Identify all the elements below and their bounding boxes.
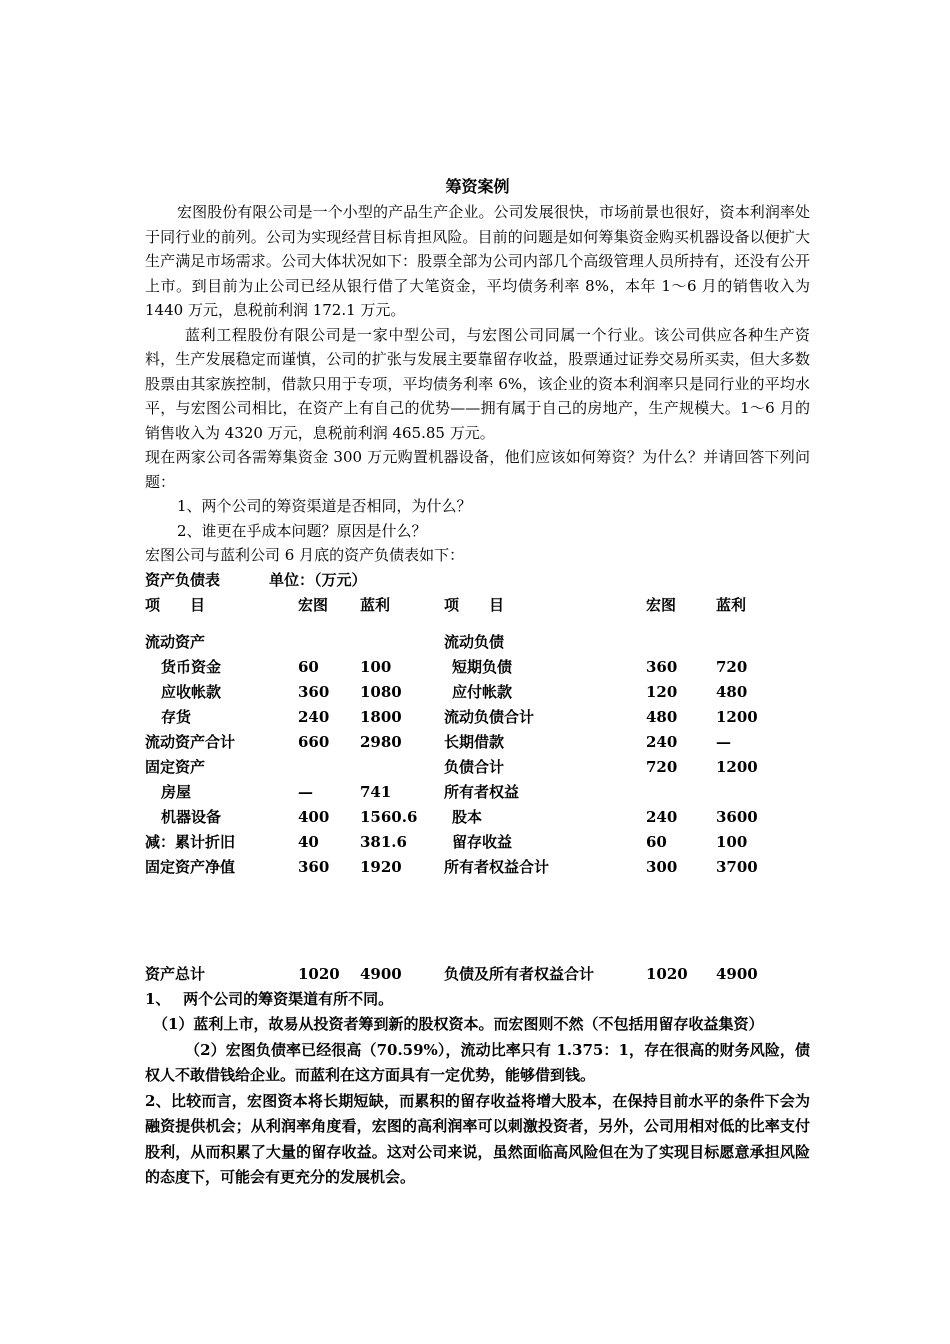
cell [298,630,360,655]
cell: 减：累计折旧 [145,832,236,851]
cell: 流动负债合计 [444,707,535,726]
cell: 400 [298,807,330,826]
cell: 所有者权益 [444,782,520,801]
cell: 300 [646,857,678,876]
table-header-row [145,593,810,618]
balance-sheet-table [145,593,810,987]
answer-1-1: （1）蓝利上市，故易从投资者筹到新的股权资本。而宏图则不然（不包括用留存收益集资） [153,1015,764,1033]
balance-sheet-heading [145,568,810,593]
cell: 1080 [360,682,402,701]
cell: 1560.6 [360,807,418,826]
document-title: 筹资案例 [445,177,510,196]
cell: 1020 [646,964,688,983]
cell: 1800 [360,707,402,726]
cell: 120 [646,682,678,701]
table-total-row [145,962,810,987]
cell: 存货 [161,707,192,726]
cell: 720 [716,657,748,676]
cell: — [298,782,313,801]
table-row [145,630,810,655]
cell: 40 [298,832,319,851]
cell: 720 [646,757,678,776]
cell: 负债合计 [444,757,505,776]
cell: — [716,732,731,751]
balance-sheet-title: 资产负债表 [145,570,221,589]
cell [646,780,716,805]
cell: 1020 [298,964,340,983]
cell: 240 [298,707,330,726]
cell: 长期借款 [444,732,505,751]
cell: 1920 [360,857,402,876]
header-cell: 项 目 [145,595,206,614]
cell: 60 [298,657,319,676]
cell: 流动负债 [444,632,505,651]
header-cell: 宏图 [298,595,329,614]
cell: 应付帐款 [452,682,513,701]
balance-sheet-unit: 单位：（万元） [269,570,367,589]
answer-1-2: （2）宏图负债率已经很高（70.59%），流动比率只有 1.375：1，存在很高的财务风险，债权人不敢借钱给企业。而蓝利在这方面具有一定优势，能够借到钱。 [145,1040,810,1084]
table-row [145,830,810,855]
cell: 所有者权益合计 [444,857,550,876]
cell: 流动资产 [145,632,206,651]
cell: 1200 [716,707,758,726]
cell: 1200 [716,757,758,776]
cell: 240 [646,732,678,751]
cell: 100 [360,657,392,676]
cell: 固定资产净值 [145,857,236,876]
cell: 机器设备 [161,807,222,826]
table-row [145,805,810,830]
table-row [145,855,810,880]
cell: 3700 [716,857,758,876]
paragraph-question-intro: 现在两家公司各需筹集资金 300 万元购置机器设备，他们应该如何筹资？为什么？并请回答下列问题： [145,448,810,491]
answer-2: 2、比较而言，宏图资本将长期短缺，而累积的留存收益将增大股本，在保持目前水平的条件下会为融资提供机会；从利润率角度看，宏图的高利润率可以刺激投资者，另外，公司用相对低的比率支付股利，从而积累了大量的留存收益。这对公司来说，虽然面临高风险但在为了实现目标愿意承担风险的态度下，可能会有更充分的发展机会。 [145,1091,810,1186]
cell: 4900 [716,964,758,983]
cell: 381.6 [360,832,407,851]
cell [716,780,810,805]
cell [360,755,444,780]
cell: 负债及所有者权益合计 [444,964,595,983]
cell: 360 [646,657,678,676]
paragraph-hongtu: 宏图股份有限公司是一个小型的产品生产企业。公司发展很快，市场前景也很好，资本利润率处于同行业的前列。公司为实现经营目标肯担风险。目前的问题是如何筹集资金购买机器设备以便扩大生产满足市场需求。公司大体状况如下：股票全部为公司内部几个高级管理人员所持有，还没有公开上市。到目前为止公司已经从银行借了大笔资金，平均债务利率 8%，本年 1～6 月的销售收入为 1440 万元，息税前利润 172.1 万元。 [145,203,810,319]
cell: 留存收益 [452,832,513,851]
cell: 480 [646,707,678,726]
answer-1: 1、 两个公司的筹资渠道有所不同。 [145,989,394,1008]
cell: 短期负债 [452,657,513,676]
cell: 应收帐款 [161,682,222,701]
cell: 3600 [716,807,758,826]
paragraph-lanli: 蓝利工程股份有限公司是一家中型公司，与宏图公司同属一个行业。该公司供应各种生产资料，生产发展稳定而谨慎，公司的扩张与发展主要靠留存收益，股票通过证券交易所买卖，但大多数股票由其家族控制，借款只用于专项，平均债务利率 6%，该企业的资本利润率只是同行业的平均水平，与宏图公司相比，在资产上有自己的优势——拥有属于自己的房地产，生产规模大。1～6 月的销售收入为 4320 万元，息税前利润 465.85 万元。 [145,325,810,442]
header-cell: 项 目 [444,595,505,614]
cell [360,630,444,655]
table-row [145,780,810,805]
cell [298,755,360,780]
cell: 4900 [360,964,402,983]
table-row [145,730,810,755]
cell: 货币资金 [161,657,222,676]
cell: 2980 [360,732,402,751]
cell: 240 [646,807,678,826]
header-cell: 蓝利 [360,595,391,614]
header-cell: 宏图 [646,595,677,614]
cell: 固定资产 [145,757,206,776]
balance-intro: 宏图公司与蓝利公司 6 月底的资产负债表如下： [145,546,465,564]
cell: 资产总计 [145,964,206,983]
cell: 360 [298,857,330,876]
table-row [145,680,810,705]
table-row [145,755,810,780]
table-row [145,705,810,730]
header-cell: 蓝利 [716,595,747,614]
cell: 660 [298,732,330,751]
document-page [145,174,810,1191]
cell: 100 [716,832,748,851]
cell: 741 [360,782,392,801]
cell: 股本 [452,807,483,826]
cell [646,630,716,655]
question-1: 1、两个公司的筹资渠道是否相同，为什么？ [177,497,472,515]
cell: 房屋 [161,782,192,801]
cell: 360 [298,682,330,701]
cell: 流动资产合计 [145,732,236,751]
cell: 480 [716,682,748,701]
cell [716,630,810,655]
question-2: 2、谁更在乎成本问题？原因是什么？ [177,521,427,540]
cell: 60 [646,832,667,851]
table-row [145,655,810,680]
